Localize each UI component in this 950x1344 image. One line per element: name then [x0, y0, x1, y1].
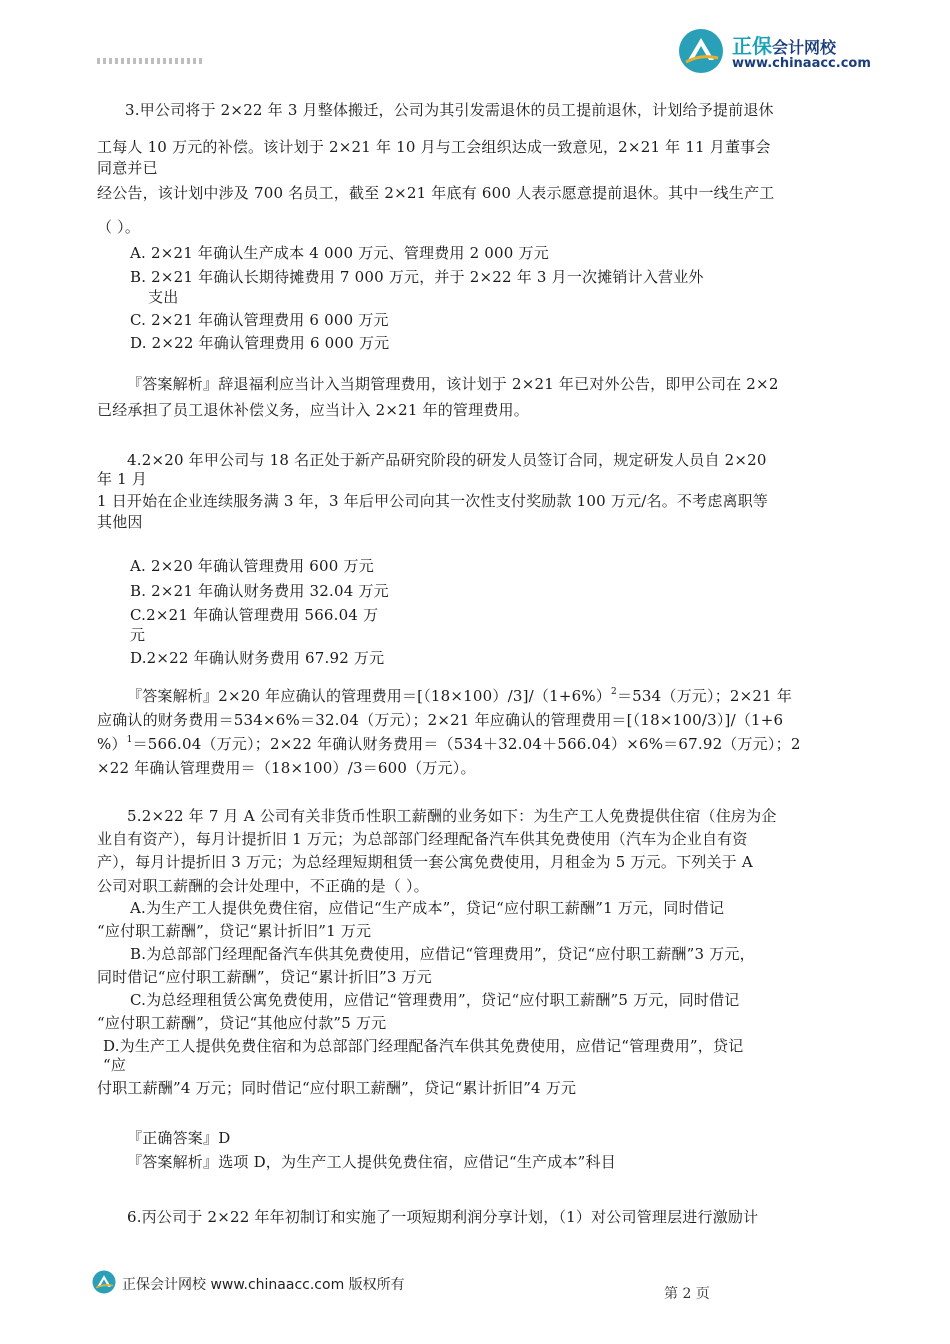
q4-option-d: D.2×22 年确认财务费用 67.92 万元 — [130, 649, 385, 667]
q5-line-1: 5.2×22 年 7 月 A 公司有关非货币性职工薪酬的业务如下：为生产工人免费提供住宿（住房为企 — [127, 807, 777, 825]
q4-option-c-2: 元 — [130, 626, 146, 644]
q3-answer-line-2: 已经承担了员工退休补偿义务，应当计入 2×21 年的管理费用。 — [97, 401, 529, 419]
q4-line-4: 其他因 — [97, 513, 143, 531]
q5-answer-cut-text: 『答案解析』选项 D，为生产工人提供免费住宿，应借记“生产成本”科目 — [127, 1153, 616, 1171]
header-smudge — [97, 58, 202, 64]
q3-line-2: 同意并已 — [97, 159, 158, 177]
q4-answer-line-3 — [97, 734, 801, 757]
q4-line-1: 4.2×20 年甲公司与 18 名正处于新产品研究阶段的研发人员签订合同，规定研发人员自 2×20 — [127, 451, 767, 469]
logo-subtitle: 会计网校 — [772, 38, 837, 57]
q4-line-3: 1 日开始在企业连续服务满 3 年，3 年后甲公司向其一次性支付奖励款 100 万元/名。不考虑离职等 — [97, 492, 769, 510]
q4-answer-1-sup: 2 — [611, 687, 617, 697]
q5-answer-cut — [127, 1152, 616, 1171]
q4-answer-1a: 『答案解析』2×20 年应确认的管理费用＝[（18×100）/3]/（1+6%） — [127, 687, 612, 705]
q4-answer-line-1 — [127, 686, 792, 709]
logo-icon — [678, 28, 724, 74]
q6-cut-top — [127, 1207, 759, 1226]
q4-option-a: A. 2×20 年确认管理费用 600 万元 — [130, 557, 374, 575]
q5-option-a-2: “应付职工薪酬”，贷记“累计折旧”1 万元 — [97, 922, 372, 940]
q5-option-c-1: C.为总经理租赁公寓免费使用，应借记“管理费用”，贷记“应付职工薪酬”5 万元，同时借记 — [130, 991, 740, 1009]
q4-answer-3a: %） — [97, 735, 127, 753]
q5-option-c-2: “应付职工薪酬”，贷记“其他应付款”5 万元 — [97, 1014, 387, 1032]
q5-option-d-1: D.为生产工人提供免费住宿和为总部部门经理配备汽车供其免费使用，应借记“管理费用”，贷记 — [103, 1037, 744, 1055]
q3-option-a: A. 2×21 年确认生产成本 4 000 万元、管理费用 2 000 万元 — [130, 244, 549, 262]
q5-option-d-2: “应 — [103, 1056, 127, 1074]
q5-line-4: 公司对职工薪酬的会计处理中，不正确的是（ ）。 — [97, 877, 429, 895]
q3-cut-top-text: 3.甲公司将于 2×22 年 3 月整体搬迁，公司为其引发需退休的员工提前退休，计划给予提前退休 — [125, 101, 774, 119]
q5-option-b-2: 同时借记“应付职工薪酬”，贷记“累计折旧”3 万元 — [97, 968, 432, 986]
q5-line-3: 产），每月计提折旧 3 万元；为总经理短期租赁一套公寓免费使用，月租金为 5 万元。下列关于 A — [97, 853, 753, 871]
footer-page-number — [664, 1283, 710, 1302]
footer-copyright: 正保会计网校 www.chinaacc.com 版权所有 — [122, 1277, 405, 1293]
footer-page-text: 第 2 页 — [664, 1286, 710, 1302]
q4-answer-3b: ＝566.04（万元）；2×22 年确认财务费用＝（534＋32.04＋566.04）×6%＝67.92（万元）；2 — [132, 735, 801, 753]
q3-option-b-1: B. 2×21 年确认长期待摊费用 7 000 万元，并于 2×22 年 3 月一次摊销计入营业外 — [130, 268, 704, 286]
logo-url: www.chinaacc.com — [732, 56, 871, 71]
logo-title — [732, 30, 836, 59]
q3-line-3: 经公告，该计划中涉及 700 名员工，截至 2×21 年底有 600 人表示愿意提前退休。其中一线生产工 — [97, 184, 775, 202]
q5-correct-answer: 『正确答案』D — [127, 1129, 231, 1147]
q3-answer-cut-text: 『答案解析』辞退福利应当计入当期管理费用，该计划于 2×21 年已对外公告，即甲公司在 2×2 — [127, 375, 779, 393]
q5-option-a-1: A.为生产工人提供免费住宿，应借记“生产成本”，贷记“应付职工薪酬”1 万元，同时借记 — [130, 899, 725, 917]
q3-answer-cut — [127, 374, 779, 393]
q4-answer-line-2: 应确认的财务费用＝534×6%＝32.04（万元）；2×21 年应确认的管理费用＝[（18×100/3）]/（1+6 — [97, 711, 784, 729]
q3-option-b-2: 支出 — [148, 288, 179, 306]
footer-logo-icon — [92, 1270, 116, 1294]
q4-answer-1b: ＝534（万元）；2×21 年 — [616, 687, 793, 705]
q4-answer-3-sup: 1 — [126, 735, 133, 745]
q6-cut-top-text: 6.丙公司于 2×22 年年初制订和实施了一项短期利润分享计划，（1）对公司管理层进行激励计 — [127, 1208, 759, 1226]
q5-option-d-3: 付职工薪酬”4 万元；同时借记“应付职工薪酬”，贷记“累计折旧”4 万元 — [97, 1079, 577, 1097]
q4-option-c-1: C.2×21 年确认管理费用 566.04 万 — [130, 606, 379, 624]
q3-option-c: C. 2×21 年确认管理费用 6 000 万元 — [130, 311, 389, 329]
q3-line-4: （ ）。 — [97, 218, 141, 236]
logo-title-main: 正保 — [732, 34, 772, 58]
q3-option-d: D. 2×22 年确认管理费用 6 000 万元 — [130, 334, 390, 352]
q4-answer-line-4: ×22 年确认管理费用＝（18×100）/3＝600（万元）。 — [97, 759, 476, 777]
q4-line-2: 年 1 月 — [97, 470, 148, 488]
q5-line-2: 业自有资产），每月计提折旧 1 万元；为总部部门经理配备汽车供其免费使用（汽车为企业自有资 — [97, 830, 748, 848]
brand-logo — [678, 28, 908, 76]
q4-option-b: B. 2×21 年确认财务费用 32.04 万元 — [130, 582, 389, 600]
q5-option-b-1: B.为总部部门经理配备汽车供其免费使用，应借记“管理费用”，贷记“应付职工薪酬”3 万元， — [130, 945, 755, 963]
q3-cut-top — [125, 101, 774, 120]
q3-line-1: 工每人 10 万元的补偿。该计划于 2×21 年 10 月与工会组织达成一致意见，2×21 年 11 月董事会 — [97, 138, 771, 156]
